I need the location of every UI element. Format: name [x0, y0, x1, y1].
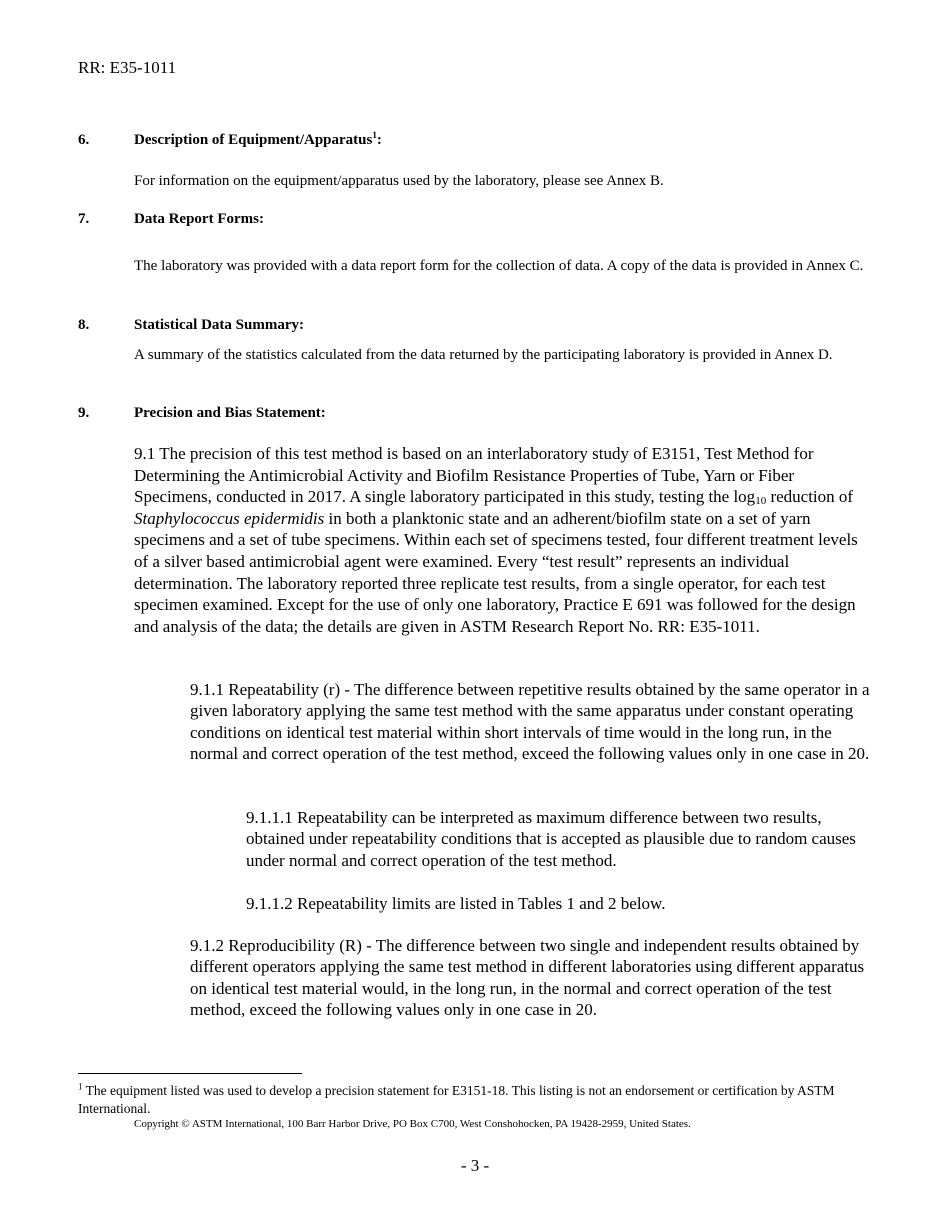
paragraph-9-1-part1: 9.1 The precision of this test method is based on an interlaboratory study of E3151, Test Method for Determining the Antimicrobial Activity and Biofilm Resistance Properties of Tube, Yarn or Fiber Specimens, conducted in 2017. A single laboratory participated in this study, testing the log [134, 444, 814, 507]
section-8-title: Statistical Data Summary: [134, 317, 304, 333]
section-6-title-text: Description of Equipment/Apparatus [134, 132, 373, 148]
section-6-title [134, 132, 382, 149]
footnote-ref-1[interactable]: 1 [372, 130, 377, 140]
section-9-title: Precision and Bias Statement: [134, 405, 326, 421]
section-7-number: 7. [78, 211, 90, 227]
log-subscript: 10 [755, 495, 767, 508]
section-8-number: 8. [78, 317, 90, 333]
copyright-notice: Copyright © ASTM International, 100 Barr Harbor Drive, PO Box C700, West Conshohocken, PA 19428-2959, United States. [134, 1118, 691, 1130]
paragraph-9-1-part3: in both a planktonic state and an adherent/biofilm state on a set of yarn specimens and a set of tube specimens. Within each set of specimens tested, four different treatment levels of a silver based antimicrobial agent were examined. Every “test result” represents an individual determination. The laboratory reported three replicate test results, from a single operator, for each test specimen examined. Except for the use of only one laboratory, Practice E 691 was followed for the design and analysis of the data; the details are given in ASTM Research Report No. RR: E35-1011. [134, 508, 858, 636]
section-6-title-suffix: : [376, 132, 382, 148]
section-9-number: 9. [78, 405, 90, 421]
section-6-body: For information on the equipment/apparatus used by the laboratory, please see Annex B. [134, 173, 664, 189]
paragraph-9-1 [134, 443, 874, 637]
footnote-text: The equipment listed was used to develop a precision statement for E3151-18. This listing is not an endorsement or certification by ASTM International. [78, 1083, 835, 1116]
paragraph-9-1-1-2: 9.1.1.2 Repeatability limits are listed in Tables 1 and 2 below. [246, 894, 666, 913]
paragraph-9-1-part2: reduction of [766, 487, 854, 507]
section-6-number: 6. [78, 132, 90, 148]
footnote-mark: 1 [78, 1081, 83, 1092]
footnote-divider [78, 1073, 302, 1074]
paragraph-9-1-1: 9.1.1 Repeatability (r) - The difference between repetitive results obtained by the same operator in a given laboratory applying the same test method with the same apparatus under constant operating conditions on identical test material within short intervals of time would in the long run, in the normal and correct operation of the test method, exceed the following values only in one case in 20. [190, 680, 870, 764]
section-7-title: Data Report Forms: [134, 211, 264, 227]
section-8-body: A summary of the statistics calculated from the data returned by the participating laboratory is provided in Annex D. [134, 347, 833, 363]
page-number: - 3 - [460, 1156, 490, 1175]
paragraph-9-1-2: 9.1.2 Reproducibility (R) - The difference between two single and independent results obtained by different operators applying the same test method in different laboratories using different apparatus on identical test material would, in the long run, in the normal and correct operation of the test method, exceed the following values only in one case in 20. [190, 936, 865, 1020]
report-id-header: RR: E35-1011 [78, 58, 177, 77]
section-7-body: The laboratory was provided with a data report form for the collection of data. A copy of the data is provided in Annex C. [134, 258, 864, 274]
footnote [78, 1082, 868, 1118]
organism-name: Staphylococcus epidermidis [134, 508, 325, 528]
paragraph-9-1-1-1: 9.1.1.1 Repeatability can be interpreted as maximum difference between two results, obtained under repeatability conditions that is accepted as plausible due to random causes under normal and correct operation of the test method. [246, 808, 856, 870]
